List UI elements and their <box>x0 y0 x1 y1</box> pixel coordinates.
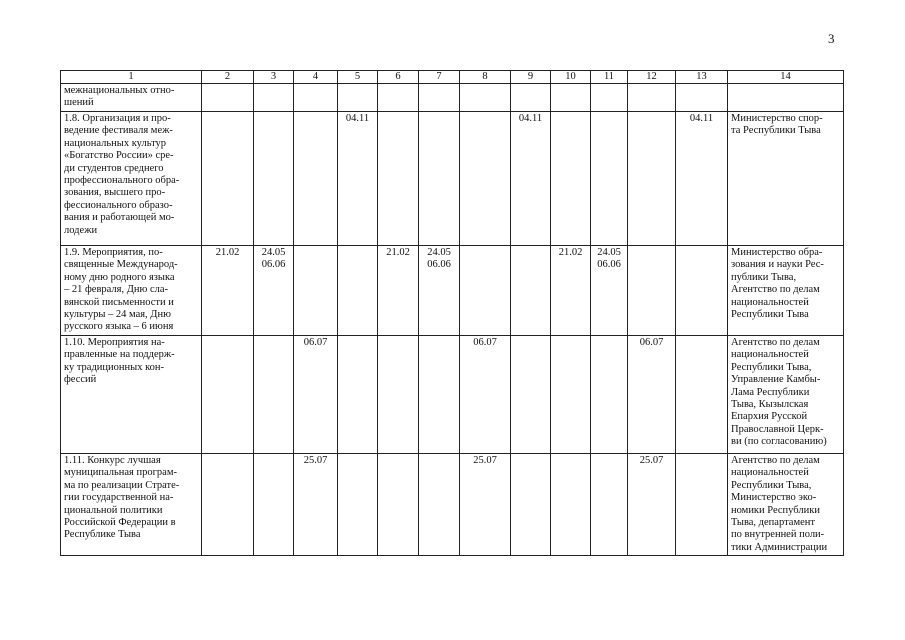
date-cell <box>254 336 294 454</box>
date-cell <box>338 454 378 556</box>
date-cell <box>202 336 254 454</box>
column-header: 4 <box>294 71 338 84</box>
header-row <box>61 71 844 84</box>
date-cell: 06.07 <box>460 336 511 454</box>
responsible-cell: Министерство спор- та Республики Тыва <box>728 112 844 246</box>
date-cell <box>511 454 551 556</box>
date-cell <box>378 112 419 246</box>
table-row <box>61 454 844 556</box>
date-cell <box>294 112 338 246</box>
responsible-cell: Агентство по делам национальностей Республики Тыва, Управление Камбы- Лама Республики Тыва, Кызылская Епархия Русской Православной Церк- ви (по согласованию) <box>728 336 844 454</box>
date-cell <box>511 336 551 454</box>
column-header: 6 <box>378 71 419 84</box>
date-cell <box>628 246 676 336</box>
table-row <box>61 112 844 246</box>
date-cell <box>338 336 378 454</box>
date-cell <box>419 84 460 112</box>
date-cell <box>419 454 460 556</box>
column-header: 7 <box>419 71 460 84</box>
page-number: 3 <box>828 31 835 46</box>
date-cell: 24.05 06.06 <box>591 246 628 336</box>
date-cell: 04.11 <box>676 112 728 246</box>
date-cell <box>460 246 511 336</box>
date-cell <box>378 336 419 454</box>
date-cell <box>591 84 628 112</box>
date-cell <box>378 454 419 556</box>
date-cell: 24.05 06.06 <box>254 246 294 336</box>
date-cell <box>591 336 628 454</box>
date-cell: 06.07 <box>628 336 676 454</box>
date-cell <box>460 84 511 112</box>
column-header: 1 <box>61 71 202 84</box>
date-cell <box>628 84 676 112</box>
column-header: 5 <box>338 71 378 84</box>
table-row <box>61 246 844 336</box>
date-cell <box>254 112 294 246</box>
date-cell <box>551 84 591 112</box>
date-cell: 24.05 06.06 <box>419 246 460 336</box>
table-row <box>61 84 844 112</box>
date-cell: 25.07 <box>460 454 511 556</box>
date-cell <box>419 336 460 454</box>
date-cell: 25.07 <box>294 454 338 556</box>
responsible-cell: Министерство обра- зования и науки Рес- публики Тыва, Агентство по делам национальностей Республики Тыва <box>728 246 844 336</box>
column-header: 10 <box>551 71 591 84</box>
activity-cell: 1.10. Мероприятия на- правленные на поддерж- ку традиционных кон- фессий <box>61 336 202 454</box>
date-cell <box>628 112 676 246</box>
date-cell: 04.11 <box>338 112 378 246</box>
date-cell <box>676 336 728 454</box>
date-cell <box>511 246 551 336</box>
date-cell <box>676 246 728 336</box>
date-cell <box>338 246 378 336</box>
date-cell <box>511 84 551 112</box>
date-cell <box>202 84 254 112</box>
date-cell: 21.02 <box>378 246 419 336</box>
activity-cell: 1.8. Организация и про- ведение фестиваля меж- национальных культур «Богатство России» сре- ди студентов среднего профессионального обра- зования, высшего про- фессионального образо- вания и работающей мо- лодежи <box>61 112 202 246</box>
activity-cell: межнациональных отно- шений <box>61 84 202 112</box>
date-cell <box>676 454 728 556</box>
date-cell <box>378 84 419 112</box>
date-cell <box>202 112 254 246</box>
date-cell: 21.02 <box>202 246 254 336</box>
date-cell <box>202 454 254 556</box>
column-header: 8 <box>460 71 511 84</box>
date-cell <box>294 246 338 336</box>
date-cell <box>254 84 294 112</box>
date-cell <box>551 454 591 556</box>
plan-table <box>60 70 844 556</box>
activity-cell: 1.11. Конкурс лучшая муниципальная програм- ма по реализации Страте- гии государственной на- циональной политики Российской Федерации в Республике Тыва <box>61 454 202 556</box>
date-cell <box>419 112 460 246</box>
column-header: 11 <box>591 71 628 84</box>
date-cell <box>460 112 511 246</box>
date-cell <box>551 112 591 246</box>
column-header: 3 <box>254 71 294 84</box>
column-header: 2 <box>202 71 254 84</box>
date-cell <box>294 84 338 112</box>
date-cell <box>551 336 591 454</box>
responsible-cell: Агентство по делам национальностей Республики Тыва, Министерство эко- номики Республики Тыва, департамент по внутренней поли- тики Администрации <box>728 454 844 556</box>
table-row <box>61 336 844 454</box>
date-cell <box>254 454 294 556</box>
column-header: 9 <box>511 71 551 84</box>
date-cell <box>338 84 378 112</box>
date-cell: 21.02 <box>551 246 591 336</box>
activity-cell: 1.9. Мероприятия, по- священные Международ- ному дню родного языка – 21 февраля, Дню сла- вянской письменности и культуры – 24 мая, Дню русского языка – 6 июня <box>61 246 202 336</box>
date-cell: 25.07 <box>628 454 676 556</box>
date-cell: 04.11 <box>511 112 551 246</box>
column-header: 12 <box>628 71 676 84</box>
date-cell <box>591 454 628 556</box>
column-header: 14 <box>728 71 844 84</box>
date-cell <box>676 84 728 112</box>
date-cell: 06.07 <box>294 336 338 454</box>
responsible-cell <box>728 84 844 112</box>
column-header: 13 <box>676 71 728 84</box>
date-cell <box>591 112 628 246</box>
